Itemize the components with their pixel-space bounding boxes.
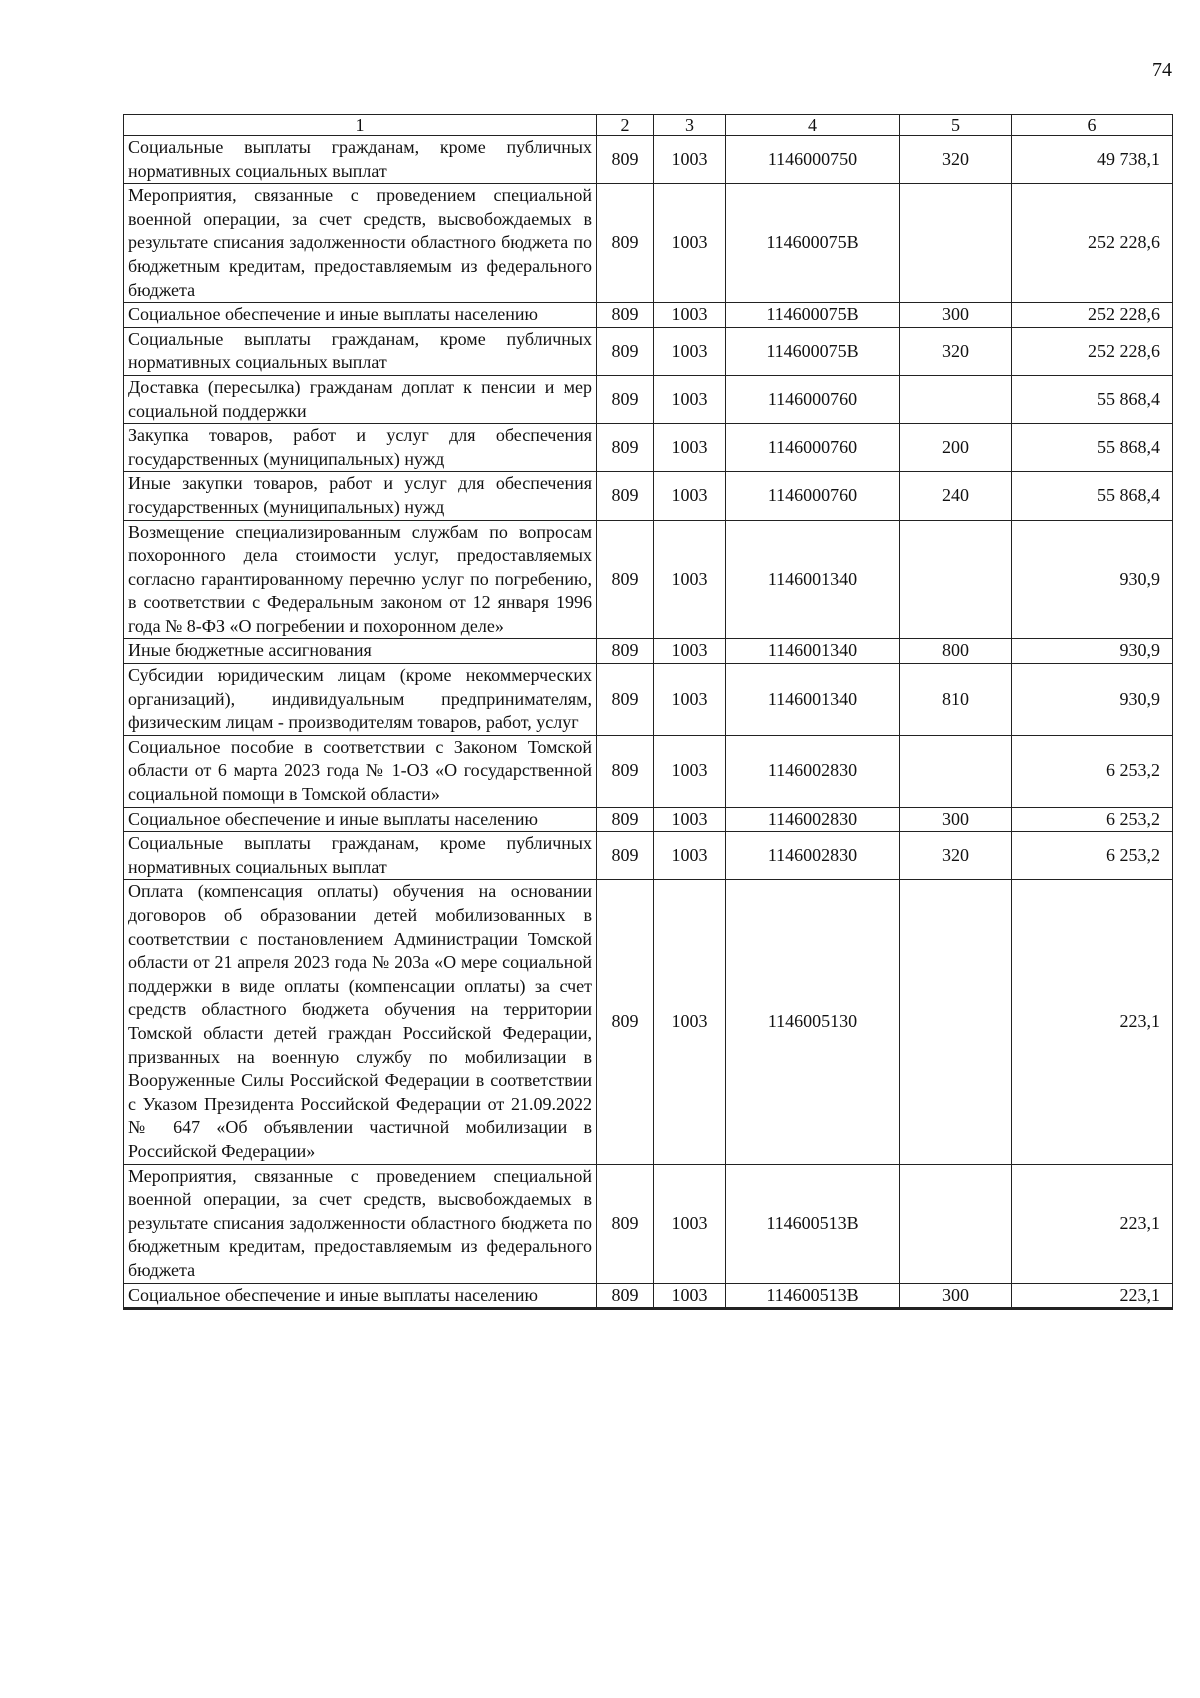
row-gr-code-cell: 809 <box>597 832 654 880</box>
row-target-code-cell: 1146001340 <box>726 639 900 664</box>
row-section-code-cell: 1003 <box>654 424 726 472</box>
row-target-code-cell: 1146002830 <box>726 832 900 880</box>
row-target-code-cell: 114600513В <box>726 1164 900 1283</box>
row-section-code-cell: 1003 <box>654 735 726 807</box>
row-section-code-cell: 1003 <box>654 327 726 375</box>
row-name-cell: Иные бюджетные ассигнования <box>124 639 597 664</box>
table-row <box>124 735 1173 807</box>
row-gr-code-cell: 809 <box>597 639 654 664</box>
row-expense-type-cell <box>900 880 1012 1164</box>
row-section-code-cell: 1003 <box>654 807 726 832</box>
row-section-code-cell: 1003 <box>654 184 726 303</box>
row-target-code-cell: 1146002830 <box>726 807 900 832</box>
table-row <box>124 184 1173 303</box>
row-gr-code-cell: 809 <box>597 1283 654 1309</box>
row-target-code-cell: 1146000760 <box>726 375 900 423</box>
row-amount-cell: 930,9 <box>1012 639 1173 664</box>
row-gr-code-cell: 809 <box>597 520 654 639</box>
row-name-cell: Иные закупки товаров, работ и услуг для обеспечения государственных (муниципальных) нужд <box>124 472 597 520</box>
table-row <box>124 424 1173 472</box>
row-section-code-cell: 1003 <box>654 1283 726 1309</box>
row-target-code-cell: 114600075В <box>726 327 900 375</box>
row-amount-cell: 49 738,1 <box>1012 136 1173 184</box>
row-section-code-cell: 1003 <box>654 136 726 184</box>
row-expense-type-cell <box>900 735 1012 807</box>
row-expense-type-cell: 800 <box>900 639 1012 664</box>
row-gr-code-cell: 809 <box>597 735 654 807</box>
row-gr-code-cell: 809 <box>597 664 654 736</box>
row-amount-cell: 55 868,4 <box>1012 472 1173 520</box>
row-expense-type-cell: 320 <box>900 136 1012 184</box>
row-amount-cell: 223,1 <box>1012 1283 1173 1309</box>
row-amount-cell: 252 228,6 <box>1012 184 1173 303</box>
row-section-code-cell: 1003 <box>654 880 726 1164</box>
row-expense-type-cell <box>900 184 1012 303</box>
row-expense-type-cell: 300 <box>900 807 1012 832</box>
row-gr-code-cell: 809 <box>597 303 654 328</box>
row-name-cell: Субсидии юридическим лицам (кроме некоммерческих организаций), индивидуальным предпринимателям, физическим лицам - производителям товаров, работ, услуг <box>124 664 597 736</box>
row-amount-cell: 252 228,6 <box>1012 303 1173 328</box>
row-expense-type-cell: 810 <box>900 664 1012 736</box>
row-section-code-cell: 1003 <box>654 832 726 880</box>
row-section-code-cell: 1003 <box>654 1164 726 1283</box>
row-amount-cell: 252 228,6 <box>1012 327 1173 375</box>
row-amount-cell: 6 253,2 <box>1012 735 1173 807</box>
row-target-code-cell: 114600513В <box>726 1283 900 1309</box>
row-section-code-cell: 1003 <box>654 520 726 639</box>
table-row <box>124 1164 1173 1283</box>
row-section-code-cell: 1003 <box>654 639 726 664</box>
row-name-cell: Социальное обеспечение и иные выплаты населению <box>124 1283 597 1309</box>
table-row <box>124 375 1173 423</box>
row-expense-type-cell: 300 <box>900 303 1012 328</box>
row-section-code-cell: 1003 <box>654 664 726 736</box>
row-gr-code-cell: 809 <box>597 880 654 1164</box>
row-section-code-cell: 1003 <box>654 375 726 423</box>
row-name-cell: Мероприятия, связанные с проведением специальной военной операции, за счет средств, высвобождаемых в результате списания задолженности областного бюджета по бюджетным кредитам, предоставляемым из федерального бюджета <box>124 184 597 303</box>
row-gr-code-cell: 809 <box>597 807 654 832</box>
table-row <box>124 303 1173 328</box>
row-amount-cell: 930,9 <box>1012 520 1173 639</box>
row-name-cell: Социальное обеспечение и иные выплаты населению <box>124 303 597 328</box>
row-section-code-cell: 1003 <box>654 303 726 328</box>
row-amount-cell: 55 868,4 <box>1012 424 1173 472</box>
header-cell-1: 1 <box>124 115 597 136</box>
row-section-code-cell: 1003 <box>654 472 726 520</box>
row-name-cell: Социальные выплаты гражданам, кроме публичных нормативных социальных выплат <box>124 327 597 375</box>
table-row <box>124 136 1173 184</box>
row-gr-code-cell: 809 <box>597 472 654 520</box>
budget-table <box>123 114 1173 1310</box>
row-expense-type-cell: 320 <box>900 832 1012 880</box>
row-gr-code-cell: 809 <box>597 136 654 184</box>
table-row <box>124 520 1173 639</box>
header-cell-4: 4 <box>726 115 900 136</box>
table-row <box>124 807 1173 832</box>
row-target-code-cell: 1146000760 <box>726 424 900 472</box>
row-target-code-cell: 1146002830 <box>726 735 900 807</box>
table-row <box>124 664 1173 736</box>
row-name-cell: Социальные выплаты гражданам, кроме публичных нормативных социальных выплат <box>124 136 597 184</box>
row-name-cell: Закупка товаров, работ и услуг для обеспечения государственных (муниципальных) нужд <box>124 424 597 472</box>
row-expense-type-cell: 200 <box>900 424 1012 472</box>
table-row <box>124 832 1173 880</box>
table-row <box>124 472 1173 520</box>
row-target-code-cell: 1146005130 <box>726 880 900 1164</box>
row-amount-cell: 6 253,2 <box>1012 832 1173 880</box>
row-name-cell: Социальное обеспечение и иные выплаты населению <box>124 807 597 832</box>
row-amount-cell: 223,1 <box>1012 1164 1173 1283</box>
row-name-cell: Возмещение специализированным службам по вопросам похоронного дела стоимости услуг, предоставляемых согласно гарантированному перечню услуг по погребению, в соответствии с Федеральным законом от 12 января 1996 года № 8-ФЗ «О погребении и похоронном деле» <box>124 520 597 639</box>
row-expense-type-cell <box>900 1164 1012 1283</box>
header-cell-6: 6 <box>1012 115 1173 136</box>
row-amount-cell: 223,1 <box>1012 880 1173 1164</box>
header-cell-3: 3 <box>654 115 726 136</box>
row-name-cell: Социальное пособие в соответствии с Законом Томской области от 6 марта 2023 года № 1-ОЗ «О государственной социальной помощи в Томской области» <box>124 735 597 807</box>
header-cell-2: 2 <box>597 115 654 136</box>
row-target-code-cell: 114600075В <box>726 184 900 303</box>
row-amount-cell: 6 253,2 <box>1012 807 1173 832</box>
row-name-cell: Доставка (пересылка) гражданам доплат к пенсии и мер социальной поддержки <box>124 375 597 423</box>
table-body <box>124 136 1173 1309</box>
row-target-code-cell: 1146001340 <box>726 664 900 736</box>
row-gr-code-cell: 809 <box>597 327 654 375</box>
table-row <box>124 880 1173 1164</box>
row-expense-type-cell: 240 <box>900 472 1012 520</box>
row-target-code-cell: 1146000750 <box>726 136 900 184</box>
table-row <box>124 327 1173 375</box>
row-gr-code-cell: 809 <box>597 1164 654 1283</box>
row-gr-code-cell: 809 <box>597 375 654 423</box>
row-amount-cell: 930,9 <box>1012 664 1173 736</box>
table-row <box>124 1283 1173 1309</box>
header-cell-5: 5 <box>900 115 1012 136</box>
row-expense-type-cell: 300 <box>900 1283 1012 1309</box>
table-row <box>124 639 1173 664</box>
row-target-code-cell: 114600075В <box>726 303 900 328</box>
row-target-code-cell: 1146000760 <box>726 472 900 520</box>
table-header-row <box>124 115 1173 136</box>
row-expense-type-cell: 320 <box>900 327 1012 375</box>
row-expense-type-cell <box>900 520 1012 639</box>
row-amount-cell: 55 868,4 <box>1012 375 1173 423</box>
row-expense-type-cell <box>900 375 1012 423</box>
row-name-cell: Социальные выплаты гражданам, кроме публичных нормативных социальных выплат <box>124 832 597 880</box>
row-name-cell: Оплата (компенсация оплаты) обучения на основании договоров об образовании детей мобилизованных в соответствии с постановлением Администрации Томской области от 21 апреля 2023 года № 203а «О мере социальной поддержки в виде оплаты (компенсации оплаты) за счет средств областного бюджета обучения на территории Томской области детей граждан Российской Федерации, призванных на военную службу по мобилизации в Вооруженные Силы Российской Федерации в соответствии с Указом Президента Российской Федерации от 21.09.2022 № 647 «Об объявлении частичной мобилизации в Российской Федерации» <box>124 880 597 1164</box>
row-name-cell: Мероприятия, связанные с проведением специальной военной операции, за счет средств, высвобождаемых в результате списания задолженности областного бюджета по бюджетным кредитам, предоставляемым из федерального бюджета <box>124 1164 597 1283</box>
row-target-code-cell: 1146001340 <box>726 520 900 639</box>
row-gr-code-cell: 809 <box>597 184 654 303</box>
row-gr-code-cell: 809 <box>597 424 654 472</box>
page-number: 74 <box>1152 59 1172 81</box>
